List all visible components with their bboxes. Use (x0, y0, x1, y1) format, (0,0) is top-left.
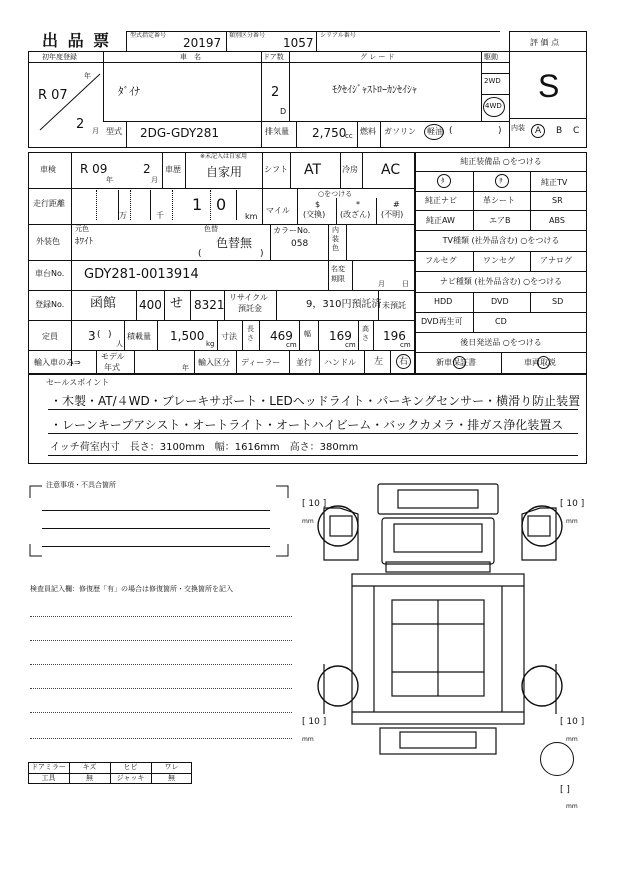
inspection-year: R 09 (80, 162, 108, 176)
caution-label: 注意事項・不具合箇所 (46, 481, 116, 489)
drive-2wd: 2WD (484, 77, 501, 85)
import-parallel: 並行 (296, 358, 312, 367)
dim-label: 寸法 (221, 332, 237, 341)
chassis-label: 車台No. (35, 269, 65, 278)
later-item-1: 新車保証書 (436, 358, 476, 367)
navi-header: ナビ種類 (社外品含む) ○をつける (439, 277, 563, 286)
serial-label: シリアル番号 (320, 32, 356, 39)
cab-front (382, 518, 494, 564)
first-reg-month: 2 (76, 117, 85, 132)
cab-roof (378, 484, 498, 514)
recycle-unpaid: 未預託 (382, 301, 406, 310)
handle-label: ハンドル (324, 358, 356, 367)
tire-mark-rl-unit: mm (302, 736, 314, 743)
equip-item-9: ABS (549, 216, 565, 225)
capacity-persons: 3 (88, 329, 96, 343)
tv-item-1: フルセグ (425, 256, 457, 265)
interior-label: 内装 (511, 124, 525, 132)
load-value: 1,500 (170, 329, 205, 343)
chassis-value: GDY281-0013914 (84, 267, 199, 282)
tire-mark-rr-unit: mm (566, 736, 578, 743)
inspection-year-unit: 年 (106, 176, 113, 184)
model-year-label-1: モデル (101, 352, 125, 361)
color-paren-close: ) (260, 249, 264, 259)
model-year-label-2: 年式 (104, 363, 120, 372)
capacity-person-unit: 人 (116, 340, 123, 348)
length-label: 長さ (247, 325, 254, 342)
displacement-label: 排気量 (265, 127, 289, 136)
bottom-header-3: ヒビ (123, 763, 138, 771)
handle-right: 右 (399, 357, 409, 367)
mileage-label: 走行距離 (33, 199, 65, 208)
drive-4wd: 4WD (485, 102, 502, 110)
spare-tire (540, 742, 574, 776)
tire-mark-fr-unit: mm (566, 518, 578, 525)
load-unit: kg (206, 340, 215, 348)
load-label: 積載量 (127, 332, 151, 341)
tire-mark-fl-unit: mm (302, 518, 314, 525)
first-reg-label: 初年度登録 (42, 53, 77, 61)
displacement-unit: cc (345, 132, 353, 140)
inspection-label: 車検 (40, 165, 56, 174)
model-value: 2DG-GDY281 (140, 126, 220, 140)
bottom-header-1: ドアミラー (31, 763, 66, 771)
shift-label: シフト (264, 165, 288, 174)
tire-mark-rr: [ 10 ] (560, 717, 585, 727)
plate-class: 400 (139, 298, 162, 312)
height-value: 196 (383, 329, 406, 343)
history-value: 自家用 (206, 165, 243, 179)
capacity-label: 定員 (42, 332, 58, 341)
height-label: 高さ (362, 325, 369, 342)
drive-label: 駆動 (484, 53, 498, 61)
type-cert-label: 型式指定番号 (130, 32, 167, 39)
evaluation-score: S (538, 68, 560, 104)
door-count: 2 (271, 85, 280, 100)
windshield (394, 524, 482, 552)
evaluation-label: 評 価 点 (530, 38, 560, 47)
orig-color-label: 元色 (75, 225, 89, 233)
import-class-label: 輸入区分 (198, 358, 230, 367)
color-change-value: 色替無 (216, 236, 253, 250)
equip-item-6: SR (552, 196, 563, 205)
first-reg-year: R 07 (38, 88, 68, 103)
later-header: 後日発送品 ○をつける (460, 338, 542, 347)
mileage-sen: 千 (156, 211, 164, 220)
type-cert-number: 20197 (183, 36, 222, 50)
navi-item-2: DVD (491, 297, 509, 306)
tv-item-2: ワンセグ (483, 256, 515, 265)
equip-item-3: 純正TV (541, 178, 568, 187)
grade-value: ﾓｸｾｲｼﾞｬｽﾄﾛｰｶﾝｾｲｼｬ (332, 85, 417, 96)
history-note: ※未記入は自家用 (200, 153, 248, 160)
first-reg-year-unit: 年 (84, 72, 91, 80)
recycle-label-1: リサイクル (229, 293, 268, 302)
length-value: 469 (270, 329, 293, 343)
tire-mark-spare-unit: mm (566, 803, 578, 810)
equip-item-2: ｻ (499, 177, 503, 185)
import-label: 輸入車のみ⇒ (34, 358, 81, 367)
dvd-item-2: CD (495, 317, 507, 326)
bottom-value-1: 工具 (41, 774, 56, 782)
bottom-header-4: ワレ (164, 763, 179, 771)
form-title: 出 品 票 (42, 31, 112, 50)
color-paren-open: ( (198, 249, 202, 259)
height-unit: cm (400, 341, 411, 349)
capacity-paren-close: ) (108, 330, 112, 340)
recycle-amount: 9，310円預託済 (306, 299, 382, 310)
fuel-diesel: 軽油 (427, 127, 443, 136)
tire-mark-fr: [ 10 ] (560, 499, 585, 509)
history-label: 車歴 (165, 165, 181, 174)
interior-color-label: 内装色 (332, 226, 339, 252)
mileage-digit-1: 1 (192, 195, 203, 214)
cooler-label: 冷房 (342, 165, 358, 174)
color-change-label: 色替 (204, 225, 218, 233)
equip-item-5: 革シート (483, 196, 515, 205)
fuel-gasoline: ガソリン (384, 127, 416, 136)
car-name: ﾀﾞｲﾅ (118, 85, 140, 98)
color-label: 外装色 (36, 237, 60, 246)
cab-roof-inner (398, 490, 478, 508)
orig-color-value: ﾎﾜｲﾄ (75, 237, 94, 247)
model-label: 型式 (106, 127, 122, 136)
width-label: 幅 (304, 330, 311, 338)
unknown-label: (不明) (381, 210, 404, 219)
displacement-value: 2,750 (312, 126, 347, 140)
equip-item-8: エアB (489, 216, 511, 225)
name-change-label: 名変期限 (331, 265, 345, 283)
plate-label: 登録No. (35, 300, 65, 309)
car-name-label: 車 名 (180, 53, 201, 61)
sales-points-label: セールスポイント (46, 378, 110, 387)
inspection-month: 2 (143, 162, 151, 176)
sales-point-line-3: イッチ荷室内寸 長さ：3100mm 幅：1616mm 高さ：380mm (50, 442, 359, 453)
width-value: 169 (329, 329, 352, 343)
equipment-header: 純正装備品 ○をつける (460, 157, 542, 166)
plate-number: 8321 (194, 298, 225, 312)
import-dealer: ディーラー (241, 358, 281, 367)
sales-point-line-2: ・レーンキープアシスト・オートライト・オートハイビーム・バックカメラ・排ガス浄化装置ス (50, 418, 564, 432)
tv-item-3: アナログ (540, 256, 572, 265)
class-label: 類別区分番号 (229, 32, 266, 39)
name-change-day: 日 (402, 280, 409, 288)
name-change-month: 月 (378, 280, 385, 288)
vehicle-diagram (310, 474, 570, 774)
mileage-km: km (245, 212, 258, 221)
tire-mark-rl: [ 10 ] (302, 717, 327, 727)
tv-header: TV種類 (社外品含む) ○をつける (442, 236, 560, 245)
model-year-unit: 年 (182, 364, 189, 372)
unknown-symbol: # (393, 200, 400, 209)
class-number: 1057 (283, 36, 314, 50)
mileage-man: 万 (119, 211, 127, 220)
bottom-value-3: ジャッキ (116, 774, 145, 782)
bottom-header-2: キズ (82, 763, 97, 771)
caution-bracket (28, 481, 290, 559)
tamper-label: (改ざん) (340, 210, 371, 219)
interior-c: C (573, 126, 580, 136)
interior-b: B (556, 126, 563, 136)
width-unit: cm (345, 341, 356, 349)
shift-value: AT (304, 162, 322, 178)
cab-right-window (528, 516, 550, 536)
tire-mark-fl: [ 10 ] (302, 499, 327, 509)
capacity-paren-open: ( (97, 330, 101, 340)
handle-left: 左 (374, 357, 384, 367)
inspector-label: 検査員記入欄：修復歴「有」の場合は修復箇所・交換箇所を記入 (30, 585, 233, 593)
mileage-digit-2: 0 (216, 195, 227, 214)
cab-left-window (330, 516, 352, 536)
tire-mark-spare: [ ] (560, 785, 570, 795)
mileage-mile: マイル (266, 206, 290, 215)
mileage-circle-note: ○をつける (318, 190, 353, 198)
first-reg-slash (30, 64, 102, 136)
fuel-paren-open: ( (449, 126, 453, 136)
cooler-value: AC (381, 162, 401, 178)
interior-a: A (535, 126, 542, 136)
grade-label: グ レ ー ド (360, 53, 395, 61)
navi-item-1: HDD (434, 297, 453, 306)
exchange-label: (交換) (303, 210, 326, 219)
door-unit: D (280, 107, 287, 116)
equip-item-4: 純正ナビ (425, 196, 457, 205)
first-reg-month-unit: 月 (92, 127, 99, 135)
equip-item-7: 純正AW (426, 216, 455, 225)
bottom-value-4: 無 (168, 774, 175, 782)
length-unit: cm (286, 341, 297, 349)
dvd-item-1: DVD再生可 (421, 317, 463, 326)
navi-item-3: SD (552, 297, 564, 306)
bottom-value-2: 無 (86, 774, 93, 782)
later-item-2: 車両取説 (524, 358, 556, 367)
fuel-label: 燃料 (360, 127, 376, 136)
inspection-month-unit: 月 (151, 176, 158, 184)
door-label: ドア数 (263, 53, 284, 61)
sales-point-line-1: ・木製・AT/４WD・ブレーキサポート・LEDヘッドライト・パーキングセンサー・横滑り防止装置 (50, 394, 581, 408)
color-no-value: 058 (291, 239, 309, 249)
recycle-label-2: 預託金 (238, 304, 262, 313)
color-no-label: カラーNo. (273, 226, 311, 235)
equip-item-1: ﾀ (441, 177, 445, 185)
exchange-symbol: $ (315, 200, 321, 209)
plate-area: 函館 (90, 296, 117, 311)
fuel-paren-close: ) (498, 126, 502, 136)
tamper-symbol: * (356, 200, 360, 209)
plate-kana: せ (170, 296, 184, 311)
